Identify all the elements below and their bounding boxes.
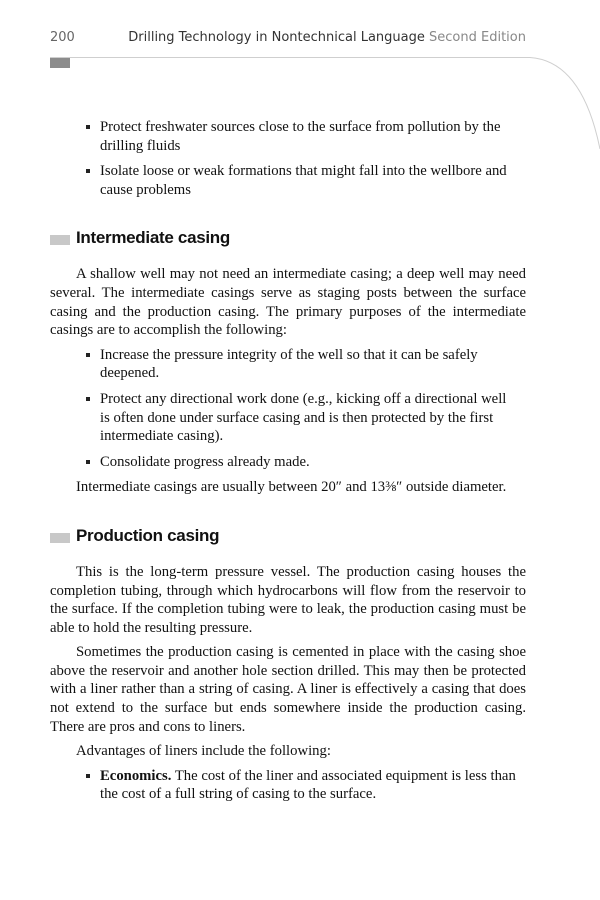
page-header (50, 30, 526, 50)
section-title: Production casing (76, 525, 220, 545)
heading-marker (50, 235, 70, 245)
section-title: Intermediate casing (76, 228, 230, 248)
section-heading-intermediate (50, 229, 526, 251)
paragraph: Sometimes the production casing is cemented in place with the casing shoe above the reservoir and another hole section drilled. This may then be protected with a liner rather than a string of casing. A liner is effectively a casing that does not extend to the surface but ends somewhere inside the production casing. There are pros and cons to liners. (50, 644, 526, 735)
list-item: Protect freshwater sources close to the surface from pollution by the drilling fluids (100, 118, 526, 155)
intro-bullet-list (50, 118, 526, 199)
header-tab-marker (50, 58, 70, 68)
liner-advantages-list (50, 767, 526, 804)
item-lead: Economics. (100, 767, 172, 784)
section-heading-production (50, 527, 526, 549)
list-item: Consolidate progress already made. (100, 453, 526, 472)
list-item: Isolate loose or weak formations that might fall into the wellbore and cause problems (100, 162, 526, 199)
book-title: Drilling Technology in Nontechnical Language (128, 30, 425, 45)
list-item: Protect any directional work done (e.g., kicking off a directional well is often done under surface casing and is then protected by the first intermediate casing). (100, 390, 526, 446)
heading-marker (50, 533, 70, 543)
list-item: Increase the pressure integrity of the well so that it can be safely deepened. (100, 346, 526, 383)
page-body (50, 118, 526, 811)
item-text: The cost of the liner and associated equipment is less than the cost of a full string of casing to the surface. (100, 767, 516, 803)
list-item (100, 767, 526, 804)
edition-label: Second Edition (429, 30, 526, 45)
paragraph: This is the long-term pressure vessel. The production casing houses the completion tubing, through which hydrocarbons will flow from the reservoir to the surface. If the completion tubing were to leak, the production casing must be able to hold the resulting pressure. (50, 563, 526, 636)
running-title (128, 30, 526, 45)
paragraph: Intermediate casings are usually between 20″ and 13⅜″ outside diameter. (76, 479, 507, 496)
paragraph: A shallow well may not need an intermediate casing; a deep well may need several. The intermediate casings serve as staging posts between the surface casing and the production casing. The primary purposes of the intermediate casings are to accomplish the following: (50, 266, 526, 339)
intermediate-bullet-list (50, 346, 526, 472)
paragraph: Advantages of liners include the following: (76, 743, 331, 760)
header-rule (50, 57, 530, 58)
page-number: 200 (50, 30, 75, 45)
